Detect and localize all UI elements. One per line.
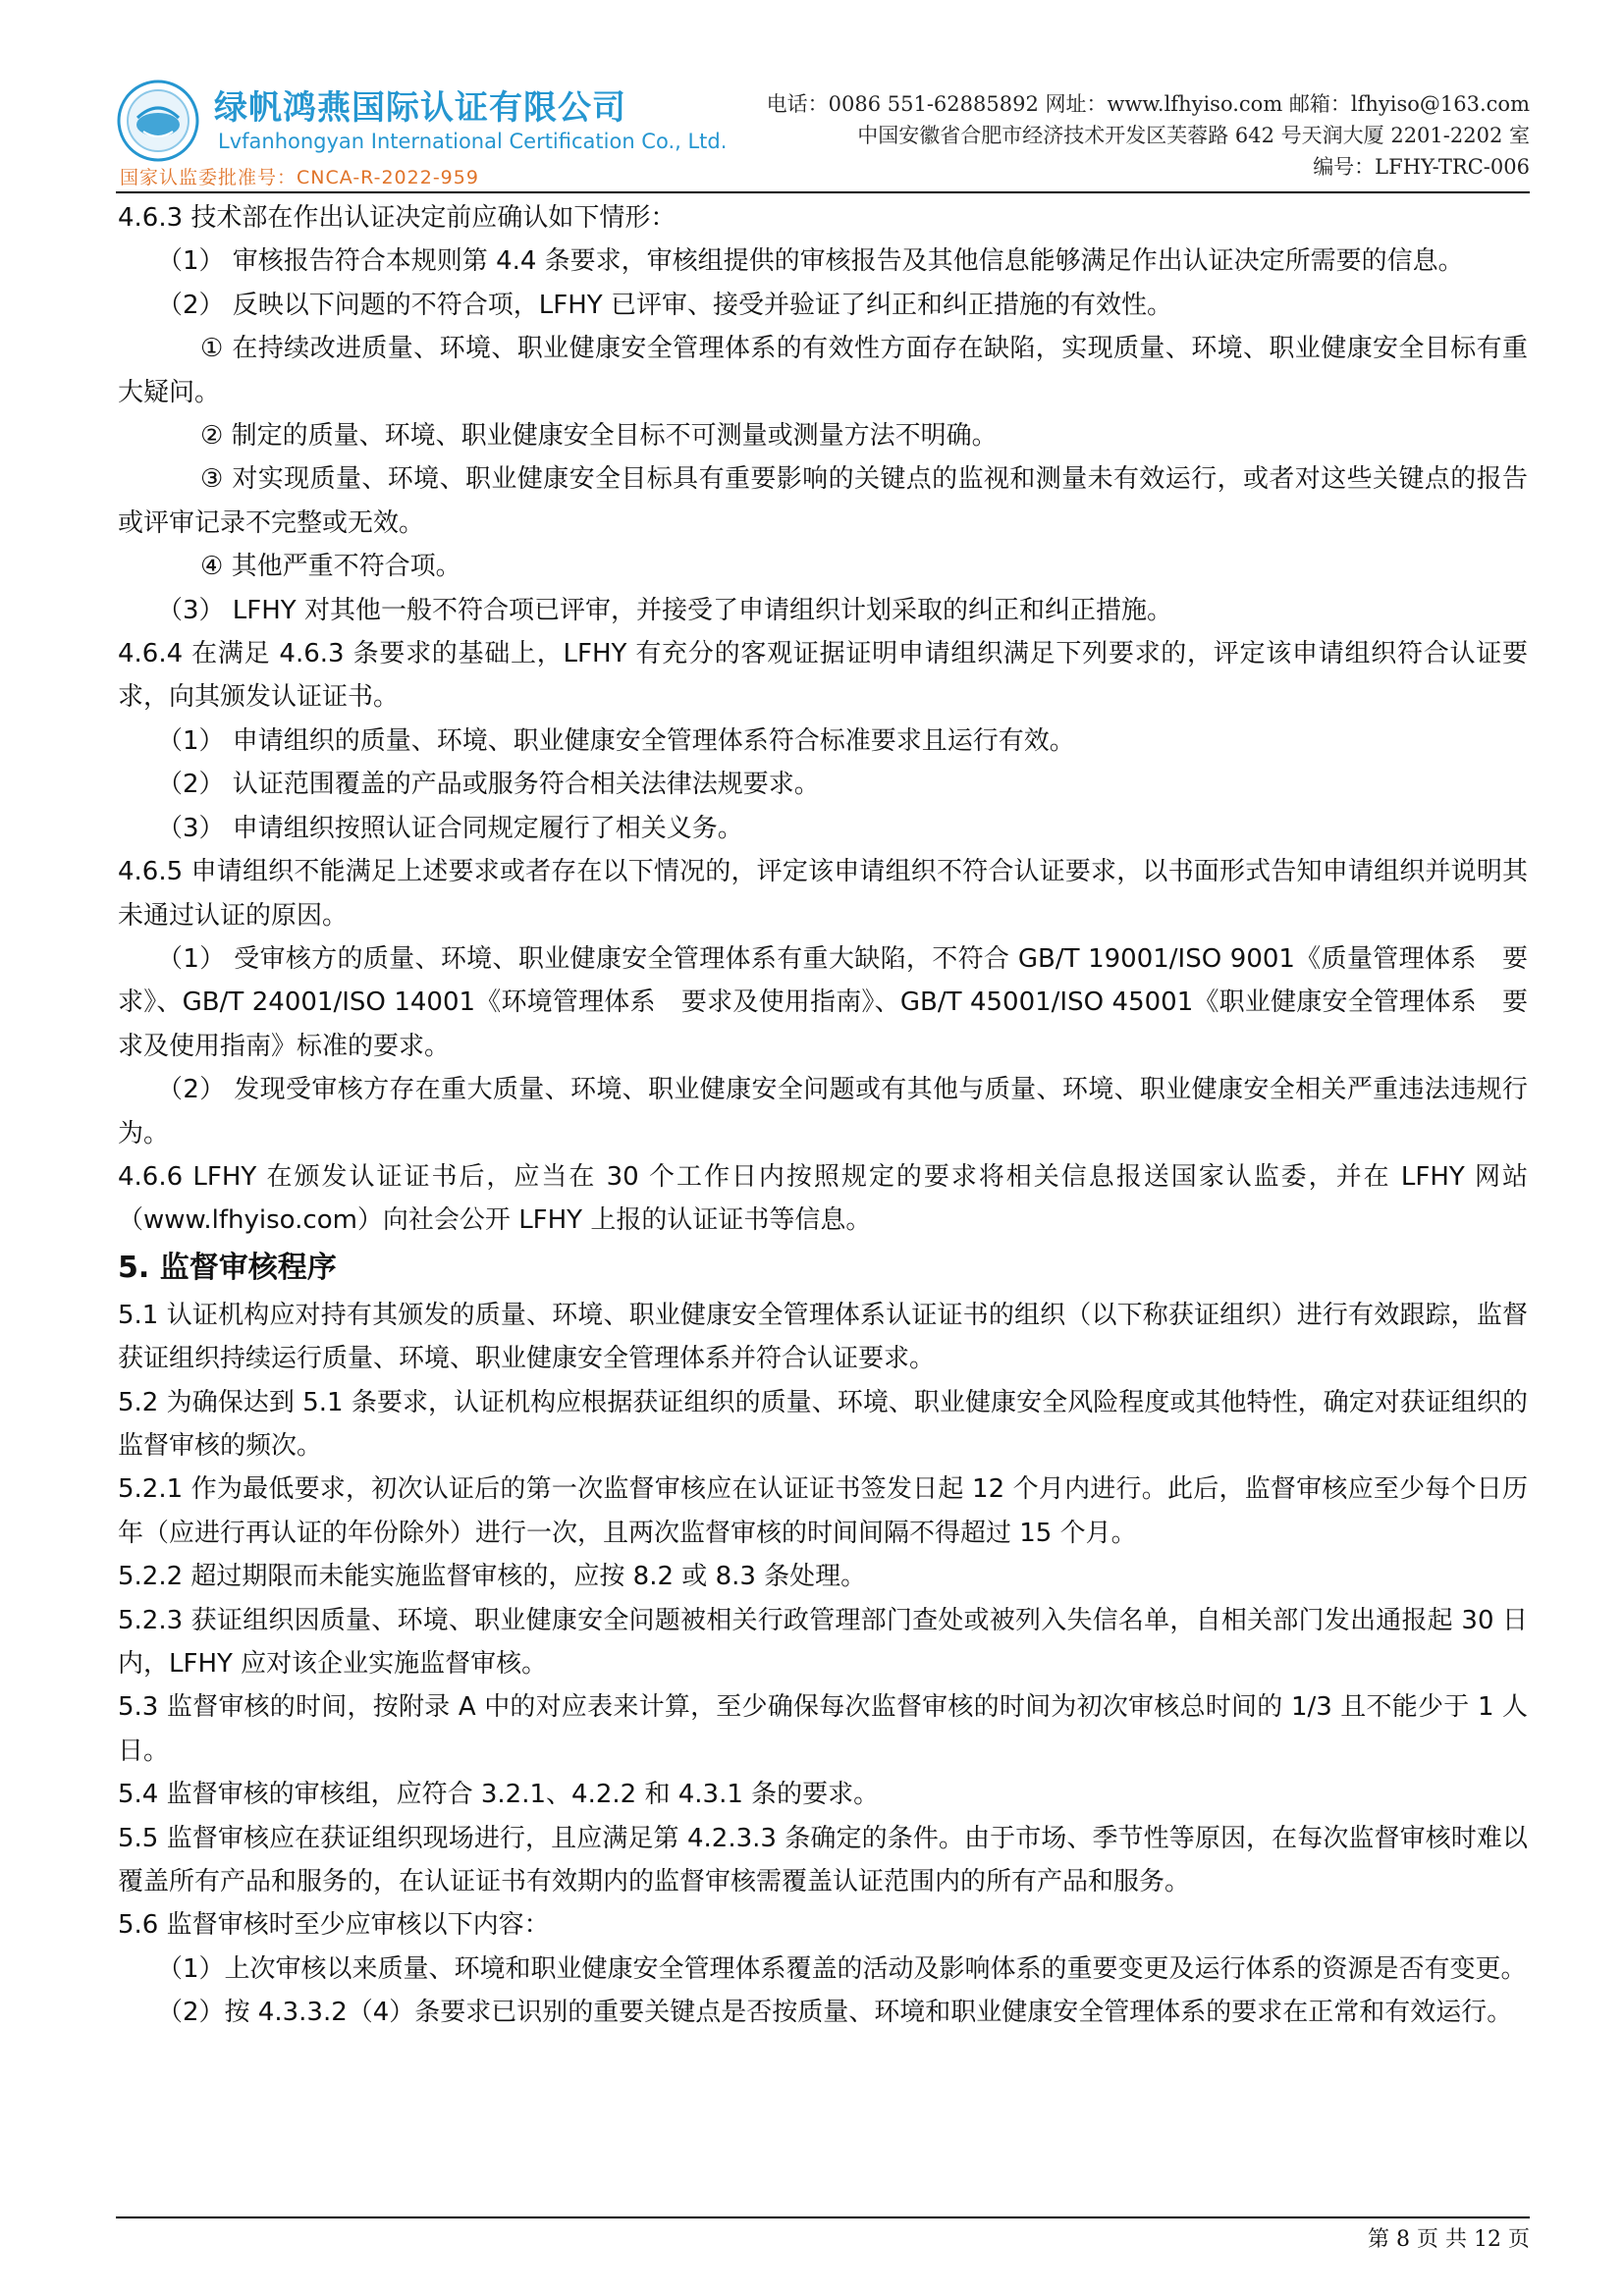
sub-list-item: ① 在持续改进质量、环境、职业健康安全管理体系的有效性方面存在缺陷，实现质量、环境、职业健康安全目标有重大疑问。 — [118, 334, 1528, 407]
page-number: 第 8 页 共 12 页 — [1368, 2227, 1530, 2252]
list-item: （1） 申请组织的质量、环境、职业健康安全管理体系符合标准要求且运行有效。 — [157, 725, 1075, 756]
clause-paragraph: 4.6.4 在满足 4.6.3 条要求的基础上，LFHY 有充分的客观证据证明申请组织满足下列要求的，评定该申请组织符合认证要求，向其颁发认证证书。 — [118, 639, 1528, 713]
list-item: （1）上次审核以来质量、环境和职业健康安全管理体系覆盖的活动及影响体系的重要变更及运行体系的资源是否有变更。 — [157, 1953, 1527, 1984]
clause-paragraph: 5.2.1 作为最低要求，初次认证后的第一次监督审核应在认证证书签发日起 12 个月内进行。此后，监督审核应至少每个日历年（应进行再认证的年份除外）进行一次，且两次监督审核的时间间隔不得超过 15 个月。 — [118, 1474, 1528, 1548]
list-item: （2）按 4.3.3.2（4）条要求已识别的重要关键点是否按质量、环境和职业健康安全管理体系的要求在正常和有效运行。 — [157, 1998, 1513, 2028]
clause-paragraph: 5.2.3 获证组织因质量、环境、职业健康安全问题被相关行政管理部门查处或被列入失信名单，自相关部门发出通报起 30 日内，LFHY 应对该企业实施监督审核。 — [118, 1605, 1528, 1679]
section-heading: 5. 监督审核程序 — [118, 1250, 337, 1285]
clause-paragraph: 5.1 认证机构应对持有其颁发的质量、环境、职业健康安全管理体系认证证书的组织（以下称获证组织）进行有效跟踪，监督获证组织持续运行质量、环境、职业健康安全管理体系并符合认证要求。 — [118, 1300, 1528, 1374]
footer-divider — [116, 2216, 1530, 2218]
sub-list-item: ③ 对实现质量、环境、职业健康安全目标具有重要影响的关键点的监视和测量未有效运行，或者对这些关键点的报告或评审记录不完整或无效。 — [118, 464, 1528, 538]
sub-list-item: ④ 其他严重不符合项。 — [200, 552, 461, 582]
company-name-en: Lvfanhongyan International Certification Co., Ltd. — [218, 130, 728, 153]
contact-line: 电话：0086 551-62885892 网址：www.lfhyiso.com 邮箱：lfhyiso@163.com — [766, 92, 1530, 116]
contact-block — [767, 88, 1530, 183]
page-header — [116, 69, 1530, 187]
approval-number: 国家认监委批准号：CNCA-R-2022-959 — [120, 167, 479, 188]
sub-list-item: ② 制定的质量、环境、职业健康安全目标不可测量或测量方法不明确。 — [200, 421, 998, 452]
list-item: （2） 发现受审核方存在重大质量、环境、职业健康安全问题或有其他与质量、环境、职业健康安全相关严重违法违规行为。 — [118, 1075, 1528, 1148]
clause-paragraph: 5.4 监督审核的审核组，应符合 3.2.1、4.2.2 和 4.3.1 条的要求。 — [118, 1780, 880, 1810]
document-body — [118, 196, 1528, 2035]
company-name-cn: 绿帆鸿燕国际认证有限公司 — [214, 88, 626, 128]
list-item: （1） 审核报告符合本规则第 4.4 条要求，审核组提供的审核报告及其他信息能够满足作出认证决定所需要的信息。 — [157, 246, 1464, 277]
clause-paragraph: 5.2 为确保达到 5.1 条要求，认证机构应根据获证组织的质量、环境、职业健康安全风险程度或其他特性，确定对获证组织的监督审核的频次。 — [118, 1387, 1528, 1461]
list-item: （3） LFHY 对其他一般不符合项已评审，并接受了申请组织计划采取的纠正和纠正措施。 — [157, 595, 1172, 625]
clause-paragraph: 5.5 监督审核应在获证组织现场进行，且应满足第 4.2.3.3 条确定的条件。由于市场、季节性等原因，在每次监督审核时难以覆盖所有产品和服务的，在认证证书有效期内的监督审核需覆盖认证范围内的所有产品和服务。 — [118, 1823, 1528, 1897]
clause-paragraph: 5.3 监督审核的时间，按附录 A 中的对应表来计算，至少确保每次监督审核的时间为初次审核总时间的 1/3 且不能少于 1 人日。 — [118, 1692, 1528, 1766]
list-item: （3） 申请组织按照认证合同规定履行了相关义务。 — [157, 813, 743, 843]
list-item: （2） 反映以下问题的不符合项，LFHY 已评审、接受并验证了纠正和纠正措施的有效性。 — [157, 290, 1172, 320]
clause-paragraph: 4.6.6 LFHY 在颁发认证证书后，应当在 30 个工作日内按照规定的要求将相关信息报送国家认监委，并在 LFHY 网站（www.lfhyiso.com）向社会公开 LFHY 上报的认证证书等信息。 — [118, 1161, 1528, 1236]
address-line: 中国安徽省合肥市经济技术开发区芙蓉路 642 号天润大厦 2201-2202 室 — [857, 124, 1530, 147]
list-item: （2） 认证范围覆盖的产品或服务符合相关法律法规要求。 — [157, 770, 820, 800]
header-divider — [116, 191, 1530, 193]
company-logo — [116, 79, 200, 163]
clause-paragraph: 5.2.2 超过期限而未能实施监督审核的，应按 8.2 或 8.3 条处理。 — [118, 1562, 867, 1592]
clause-paragraph: 5.6 监督审核时至少应审核以下内容： — [118, 1910, 550, 1941]
clause-heading: 4.6.3 技术部在作出认证决定前应确认如下情形： — [118, 203, 677, 233]
clause-paragraph: 4.6.5 申请组织不能满足上述要求或者存在以下情况的，评定该申请组织不符合认证要求，以书面形式告知申请组织并说明其未通过认证的原因。 — [118, 857, 1528, 931]
list-item: （1） 受审核方的质量、环境、职业健康安全管理体系有重大缺陷，不符合 GB/T 19001/ISO 9001《质量管理体系 要求》、GB/T 24001/ISO 14001《环境管理体系 要求及使用指南》、GB/T 45001/ISO 45001《职业健康安全管理体系 要求及使用指南》标准的要求。 — [118, 943, 1528, 1061]
document-number: 编号：LFHY-TRC-006 — [1313, 155, 1530, 179]
